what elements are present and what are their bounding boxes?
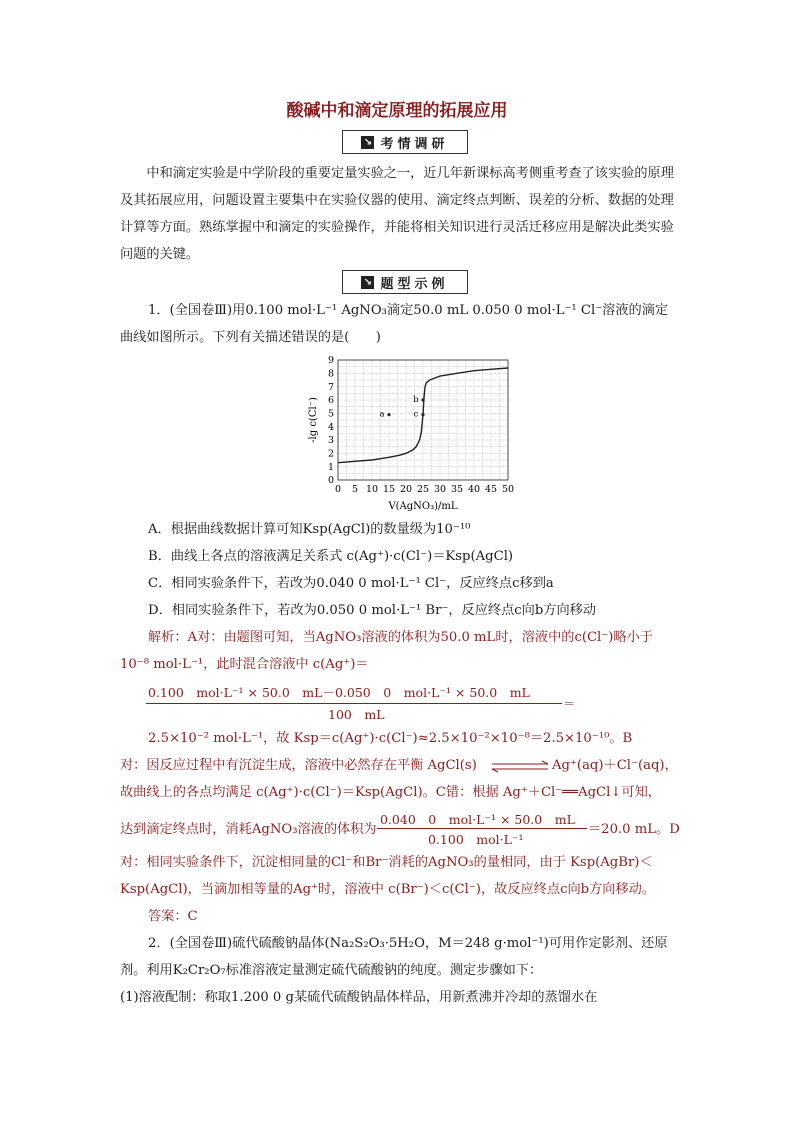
q1-stem-line2: 曲线如图所示。下列有关描述错误的是( )	[120, 330, 381, 345]
fraction2-denominator: 0.100 mol·L⁻¹	[428, 832, 524, 847]
analysis-line-2: 10⁻⁸ mol·L⁻¹，此时混合溶液中 c(Ag⁺)＝	[120, 657, 369, 672]
point-c-label: c	[413, 409, 419, 420]
fraction1-denominator: 100 mL	[328, 707, 385, 722]
page-title: 酸碱中和滴定原理的拓展应用	[286, 101, 508, 121]
x-tick-label: 45	[484, 484, 498, 495]
y-tick-label: 9	[327, 355, 334, 367]
y-tick-label: 8	[327, 368, 334, 380]
q2-line-3: (1)溶液配制：称取1.200 0 g某硫代硫酸钠晶体样品，用新煮沸并冷却的蒸馏水在	[120, 990, 598, 1005]
arrow-icon: ↘	[361, 276, 374, 289]
y-tick-label: 0	[327, 475, 334, 487]
y-tick-label: 3	[327, 435, 334, 447]
fraction2-numerator: 0.040 0 mol·L⁻¹ × 50.0 mL	[380, 812, 575, 827]
analysis-line-6b: ＝20.0 mL。D	[588, 822, 680, 837]
x-tick-label: 50	[501, 484, 515, 495]
analysis-line-7: 对：相同实验条件下，沉淀相同量的Cl⁻和Br⁻消耗的AgNO₃的量相同，由于 Ksp(AgBr)＜	[120, 855, 653, 870]
section-header-survey	[342, 130, 468, 154]
analysis-line-6a: 达到滴定终点时，消耗AgNO₃溶液的体积为	[120, 822, 377, 837]
y-tick-label: 4	[327, 421, 334, 433]
intro-paragraph: 中和滴定实验是中学阶段的重要定量实验之一，近几年新课标高考侧重考查了该实验的原理及其拓展应用，问题设置主要集中在实验仪器的使用、滴定终点判断、误差的分析、数据的处理计算等方面。熟练掌握中和滴定的实验操作，并能将相关知识进行灵活迁移应用是解决此类实验问题的关键。	[120, 166, 674, 262]
x-tick-label: 15	[382, 484, 396, 495]
analysis-line-3: 2.5×10⁻² mol·L⁻¹，故 Ksp＝c(Ag⁺)·c(Cl⁻)≈2.5×10⁻²×10⁻⁸＝2.5×10⁻¹⁰。B	[148, 731, 633, 746]
point-b-label: b	[413, 395, 419, 405]
x-tick-label: 10	[365, 484, 379, 495]
section-header-examples	[342, 270, 468, 294]
x-tick-label: 35	[450, 484, 464, 495]
y-tick-label: 2	[327, 448, 334, 460]
x-axis-label: V(AgNO₃)/mL	[388, 501, 458, 512]
titration-chart	[298, 352, 528, 512]
x-tick-label: 40	[467, 484, 481, 495]
fraction1-numerator: 0.100 mol·L⁻¹ × 50.0 mL－0.050 0 mol·L⁻¹ × 50.0 mL	[148, 685, 530, 700]
point-c-marker	[421, 413, 424, 416]
analysis-line-4a: 对：因反应过程中有沉淀生成，溶液中必然存在平衡 AgCl(s)	[120, 758, 477, 773]
x-tick-label: 30	[433, 484, 447, 495]
y-tick-label: 6	[327, 395, 334, 407]
x-tick-label: 0	[334, 484, 342, 495]
fraction2-bar	[377, 828, 587, 829]
q1-answer: 答案：C	[148, 909, 198, 924]
x-tick-label: 25	[416, 484, 430, 495]
y-axis-label: -lg c(Cl⁻)	[308, 397, 319, 443]
analysis-line-5: 故曲线上的各点均满足 c(Ag⁺)·c(Cl⁻)＝Ksp(AgCl)。C错：根据 Ag⁺＋Cl⁻══AgCl↓可知，	[120, 785, 661, 800]
y-tick-label: 1	[327, 461, 334, 473]
analysis-line-4b: Ag⁺(aq)＋Cl⁻(aq)，	[552, 758, 678, 773]
q2-line-2: 剂。利用K₂Cr₂O₇标准溶液定量测定硫代硫酸钠的纯度。测定步骤如下：	[120, 963, 543, 978]
point-b-marker	[421, 398, 424, 401]
q1-option-a: A．根据曲线数据计算可知Ksp(AgCl)的数量级为10⁻¹⁰	[148, 522, 471, 537]
analysis-line-1: 解析：A对：由题图可知，当AgNO₃溶液的体积为50.0 mL时，溶液中的c(Cl⁻)略小于	[148, 630, 653, 645]
fraction1-bar	[146, 703, 562, 704]
y-tick-label: 5	[327, 408, 334, 420]
y-tick-label: 7	[327, 381, 334, 393]
chart-ticks	[328, 355, 514, 495]
chart-points	[379, 395, 424, 420]
point-a-marker	[387, 413, 390, 416]
q2-line-1: 2．(全国卷Ⅲ)硫代硫酸钠晶体(Na₂S₂O₃·5H₂O，M＝248 g·mol⁻¹)可用作定影剂、还原	[148, 936, 668, 951]
q1-stem-line1: 1．(全国卷Ⅲ)用0.100 mol·L⁻¹ AgNO₃滴定50.0 mL 0.050 0 mol·L⁻¹ Cl⁻溶液的滴定	[148, 303, 669, 318]
q1-option-c: C．相同实验条件下，若改为0.040 0 mol·L⁻¹ Cl⁻，反应终点c移到a	[148, 576, 554, 591]
x-tick-label: 5	[351, 484, 359, 495]
point-a-label: a	[379, 409, 385, 420]
q1-option-b: B．曲线上各点的溶液满足关系式 c(Ag⁺)·c(Cl⁻)＝Ksp(AgCl)	[148, 549, 514, 564]
fraction1-equals: ＝	[563, 696, 576, 711]
arrow-icon: ↘	[361, 136, 374, 149]
equilibrium-arrows-icon	[490, 760, 550, 774]
section-label: 考情调研	[380, 136, 449, 152]
q1-option-d: D．相同实验条件下，若改为0.050 0 mol·L⁻¹ Br⁻，反应终点c向b方向移动	[148, 603, 597, 618]
section-label: 题型示例	[380, 276, 449, 292]
x-tick-label: 20	[399, 484, 413, 495]
analysis-line-8: Ksp(AgCl)，当滴加相等量的Ag⁺时，溶液中 c(Br⁻)＜c(Cl⁻)，故反应终点c向b方向移动。	[120, 882, 656, 897]
